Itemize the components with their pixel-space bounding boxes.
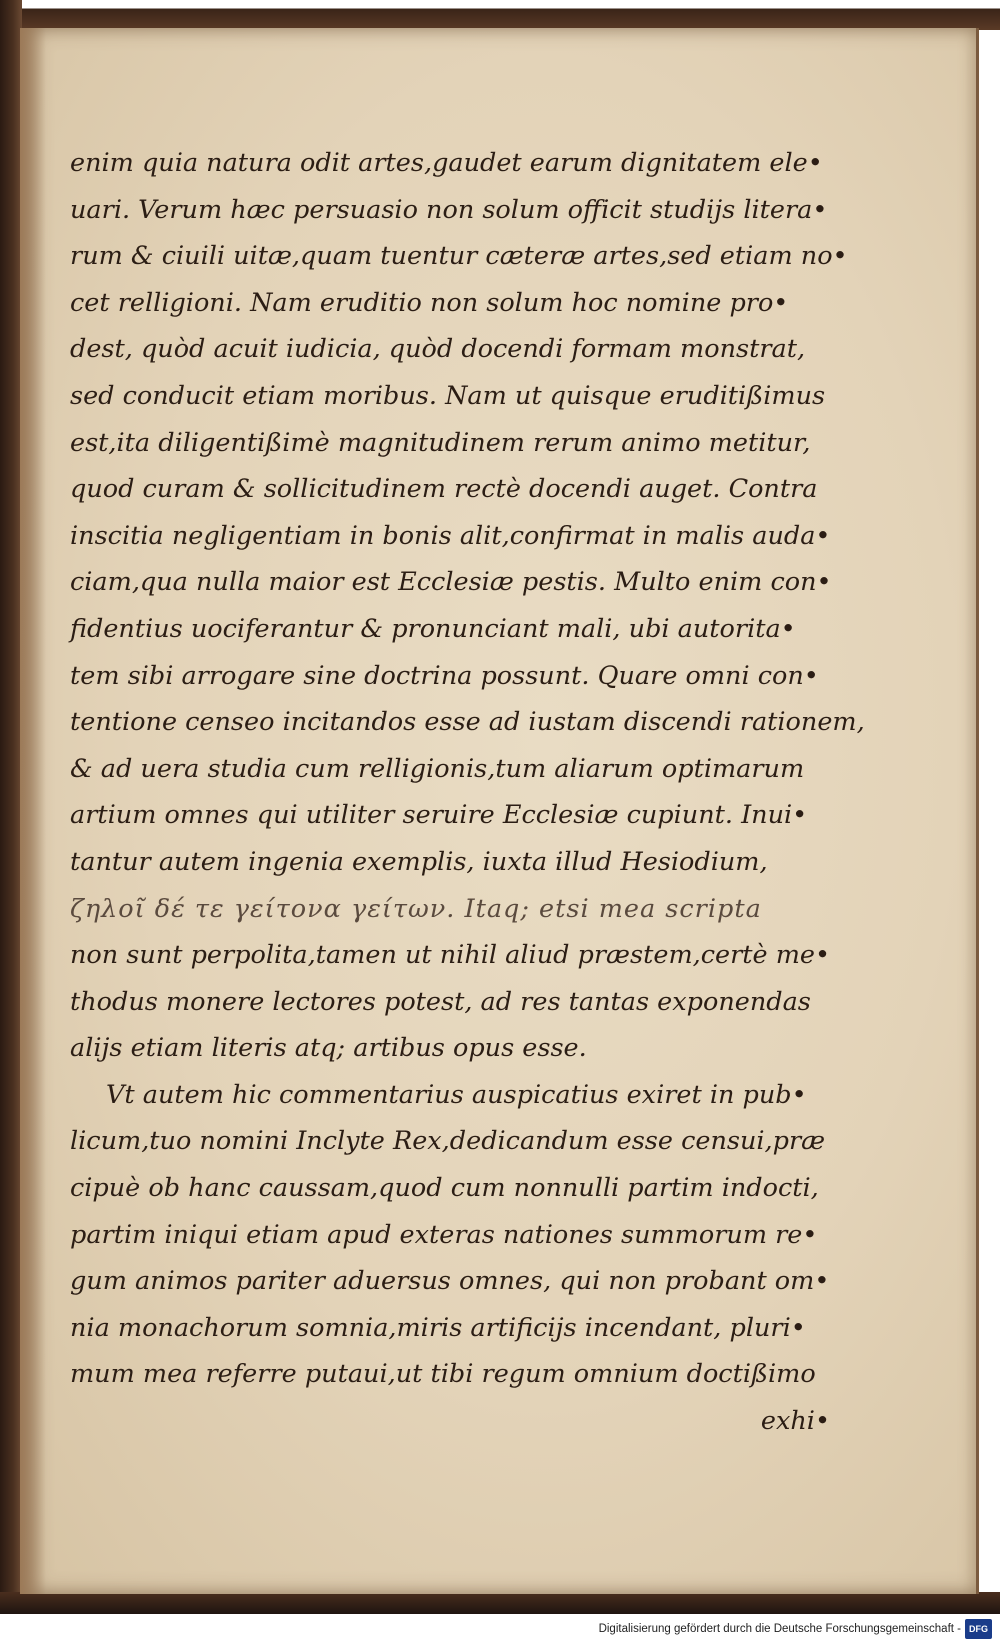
text-line: non sunt perpolita,tamen ut nihil aliud præstem,certè me• xyxy=(70,940,831,971)
text-line: dest, quòd acuit iudicia, quòd docendi formam monstrat, xyxy=(70,334,806,365)
digitization-credit xyxy=(599,1620,992,1638)
text-line: fidentius uociferantur & pronunciant mali, ubi autorita• xyxy=(70,613,796,644)
text-line-greek-quote: ζηλοῖ δέ τε γείτονα γείτων. Itaq; etsi mea scripta xyxy=(70,893,762,924)
text-line: alijs etiam literis atq; artibus opus esse. xyxy=(70,1033,587,1064)
scan-border-bottom xyxy=(0,1592,1000,1614)
text-line: tantur autem ingenia exemplis, iuxta illud Hesiodium, xyxy=(70,846,768,877)
text-line: licum,tuo nomini Inclyte Rex,dedicandum esse censui,præ xyxy=(70,1126,826,1157)
catchword: exhi• xyxy=(760,1406,830,1437)
text-line: thodus monere lectores potest, ad res tantas exponendas xyxy=(70,986,811,1017)
text-line: gum animos pariter aduersus omnes, qui non probant om• xyxy=(70,1266,830,1297)
text-line: cipuè ob hanc caussam,quod cum nonnulli partim indocti, xyxy=(70,1173,819,1204)
paragraph-start-line: Vt autem hic commentarius auspicatius exiret in pub• xyxy=(106,1079,807,1110)
text-line: sed conducit etiam moribus. Nam ut quisque eruditißimus xyxy=(70,380,826,411)
text-line: artium omnes qui utiliter seruire Ecclesiæ cupiunt. Inui• xyxy=(70,800,808,831)
scan-border-top xyxy=(0,0,1000,30)
text-line: quod curam & sollicitudinem rectè docendi auget. Contra xyxy=(70,474,818,505)
text-line: est,ita diligentißimè magnitudinem rerum animo metitur, xyxy=(70,427,811,458)
binding-gutter xyxy=(20,28,46,1594)
body-text xyxy=(70,140,865,1445)
text-line: rum & ciuili uitæ,quam tuentur cæteræ artes,sed etiam no• xyxy=(70,241,848,272)
text-line: mum mea referre putaui,ut tibi regum omnium doctißimo xyxy=(70,1359,816,1390)
text-line: enim quia natura odit artes,gaudet earum dignitatem ele• xyxy=(70,148,823,178)
text-line: nia monachorum somnia,miris artificijs incendant, pluri• xyxy=(70,1312,806,1343)
credit-text: Digitalisierung gefördert durch die Deutsche Forschungsgemeinschaft - xyxy=(598,1623,961,1635)
text-line: uari. Verum hæc persuasio non solum officit studijs litera• xyxy=(70,194,828,225)
scan-border-left xyxy=(0,0,22,1600)
text-line: ciam,qua nulla maior est Ecclesiæ pestis. Multo enim con• xyxy=(70,567,832,598)
dfg-logo: DFG xyxy=(965,1619,992,1639)
text-line: & ad uera studia cum relligionis,tum aliarum optimarum xyxy=(70,753,805,784)
text-line: tentione censeo incitandos esse ad iustam discendi rationem, xyxy=(70,707,865,738)
paper-leaf xyxy=(20,28,979,1594)
text-line: tem sibi arrogare sine doctrina possunt. Quare omni con• xyxy=(70,660,819,691)
text-line: inscitia negligentiam in bonis alit,confirmat in malis auda• xyxy=(70,520,831,551)
text-line: cet relligioni. Nam eruditio non solum hoc nomine pro• xyxy=(70,287,789,318)
text-line: partim iniqui etiam apud exteras nationes summorum re• xyxy=(70,1219,818,1250)
